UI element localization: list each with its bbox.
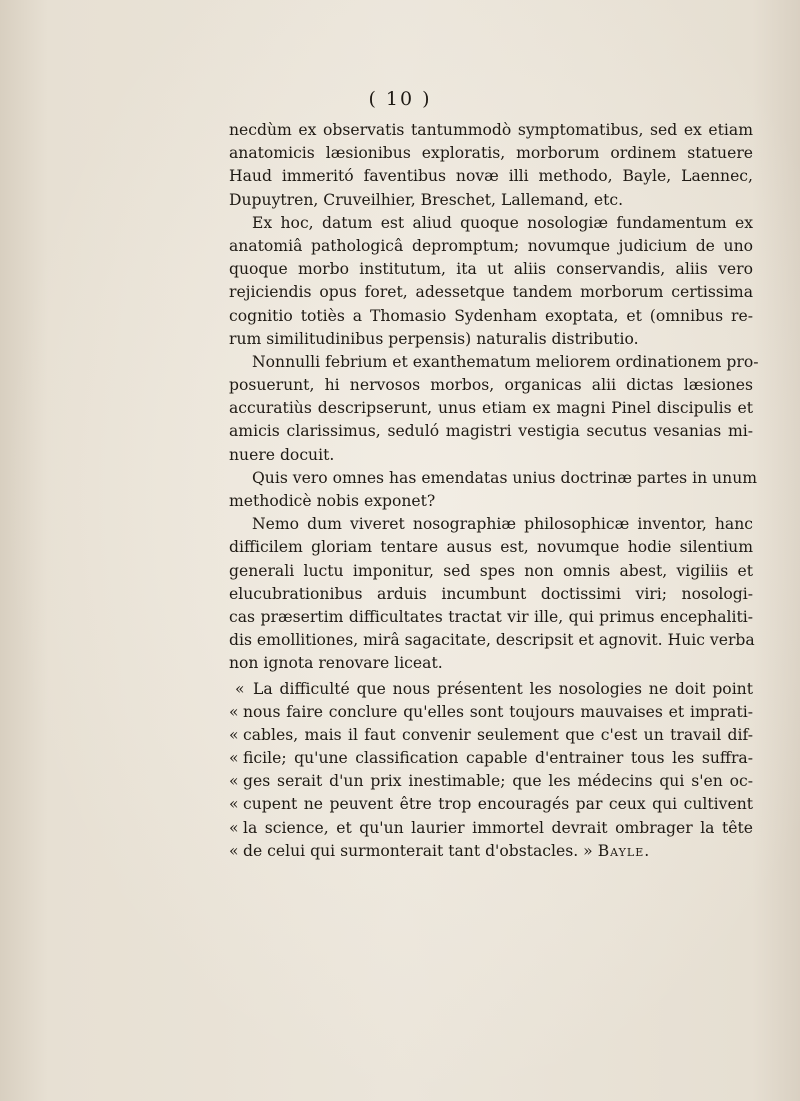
text-line: Nemo dum viveret nosographiæ philosophicæ inventor, hanc xyxy=(252,515,753,534)
text-line: anatomiâ pathologicâ depromptum; novumque judicium de uno xyxy=(229,236,753,255)
text-line: dis emollitiones, mirâ sagacitate, descripsit et agnovit. Huic verba xyxy=(229,631,755,650)
text-line: generali luctu imponitur, sed spes non omnis abest, vigiliis et xyxy=(229,561,753,580)
quote-line xyxy=(229,817,753,840)
text-line: accuratiùs descripserunt, unus etiam ex magni Pinel discipulis et xyxy=(229,399,753,418)
paragraph xyxy=(229,212,753,351)
text-line: Dupuytren, Cruveilhier, Breschet, Lallemand, etc. xyxy=(229,190,624,209)
quote-author: Bayle. xyxy=(597,841,651,860)
text-line: cas præsertim difficultates tractat vir ille, qui primus encephaliti- xyxy=(229,607,753,626)
quote-line xyxy=(229,678,753,701)
quote-text xyxy=(243,840,753,863)
quote-text: ficile; qu'une classification capable d'entrainer tous les suffra- xyxy=(243,749,753,768)
quote-mark: « xyxy=(229,702,239,721)
quote-mark: « xyxy=(235,679,245,698)
text-line: difficilem gloriam tentare ausus est, novumque hodie silentium xyxy=(229,538,753,557)
quote-text: la science, et qu'un laurier immortel devrait ombrager la tête xyxy=(243,818,753,837)
quote-line xyxy=(229,701,753,724)
quote-line xyxy=(229,770,753,793)
quote-text: cupent ne peuvent être trop encouragés par ceux qui cultivent xyxy=(243,795,753,814)
body-text xyxy=(229,119,759,863)
paragraph xyxy=(229,119,753,212)
text-line: methodicè nobis exponet? xyxy=(229,492,436,510)
quote-text: La difficulté que nous présentent les nosologies ne doit point xyxy=(253,679,753,698)
text-line: elucubrationibus arduis incumbunt doctissimi viri; nosologi- xyxy=(229,584,753,603)
quote-mark: « xyxy=(229,818,239,837)
text-line: anatomicis læsionibus exploratis, morborum ordinem statuere xyxy=(229,144,753,163)
quote-text: cables, mais il faut convenir seulement que c'est un travail dif- xyxy=(243,725,753,744)
paragraph xyxy=(229,513,753,675)
quote-mark: « xyxy=(229,749,239,768)
text-line: Ex hoc, datum est aliud quoque nosologiæ fundamentum ex xyxy=(252,213,753,232)
quote-final-text: de celui qui surmonterait tant d'obstacles. xyxy=(243,841,579,860)
text-line: cognitio totiès a Thomasio Sydenham exoptata, et (omnibus re- xyxy=(229,306,753,325)
text-line: rejiciendis opus foret, adessetque tandem morborum certissima xyxy=(229,283,753,302)
quote-close-mark: » xyxy=(583,841,593,860)
text-line: posuerunt, hi nervosos morbos, organicas alii dictas læsiones xyxy=(229,376,753,395)
text-line: rum similitudinibus perpensis) naturalis distributio. xyxy=(229,329,639,348)
quote-mark: « xyxy=(229,725,239,744)
quotation xyxy=(229,678,753,864)
text-line: non ignota renovare liceat. xyxy=(229,654,443,673)
quote-text: nous faire conclure qu'elles sont toujours mauvaises et imprati- xyxy=(243,702,753,721)
text-line: nuere docuit. xyxy=(229,445,335,464)
text-line: amicis clarissimus, seduló magistri vestigia secutus vesanias mi- xyxy=(229,422,753,441)
quote-line xyxy=(229,724,753,747)
quote-mark: « xyxy=(229,772,239,791)
paragraph xyxy=(229,467,758,513)
quote-mark: « xyxy=(229,795,239,814)
page-number: ( 10 ) xyxy=(368,88,432,110)
text-line: Quis vero omnes has emendatas unius doctrinæ partes in unum xyxy=(252,468,758,487)
text-line: Haud immeritó faventibus novæ illi methodo, Bayle, Laennec, xyxy=(229,167,753,186)
paragraph xyxy=(229,351,759,467)
quote-line xyxy=(229,793,753,816)
quote-mark: « xyxy=(229,841,239,860)
text-line: Nonnulli febrium et exanthematum meliorem ordinationem pro- xyxy=(252,352,759,371)
quote-line xyxy=(229,747,753,770)
quote-text: ges serait d'un prix inestimable; que les médecins qui s'en oc- xyxy=(243,772,753,791)
text-line: necdùm ex observatis tantummodò symptomatibus, sed ex etiam xyxy=(229,121,753,139)
text-line: quoque morbo institutum, ita ut aliis conservandis, aliis vero xyxy=(229,260,753,279)
quote-line xyxy=(229,840,753,863)
